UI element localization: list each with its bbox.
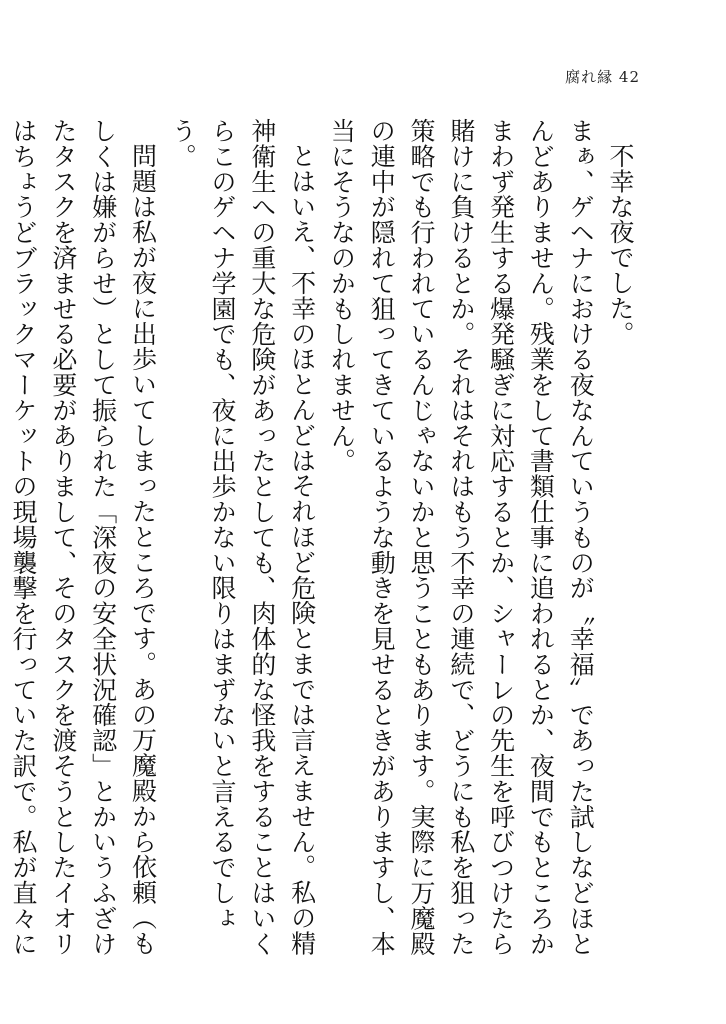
paragraph-opening-line: 不幸な夜でした。 xyxy=(606,143,635,347)
vertical-body-text xyxy=(9,118,640,978)
paragraph: とはいえ、不幸のほとんどはそれほど危険とまでは言えません。私の精神衛生への重大な危険があったとしても、肉体的な怪我をすることはいくらこのゲヘナ学園でも、夜に出歩かない限りはまずないと言えるでしょう。 xyxy=(168,118,317,957)
paragraph: 問題は私が夜に出歩いてしまったところです。あの万魔殿から依頼（もしくは嫌がらせ）として振られた「深夜の安全状況確認」とかいうふざけたタスクを済ませる必要がありまして、そのタスクを渡そうとしたイオリはちょうどブラックマーケットの現場襲撃を行っていた訳で。私が直々に xyxy=(9,118,158,957)
paragraph: まぁ、ゲヘナにおける夜なんていうものが〝幸福〟であった試しなどほとんどありません。残業をして書類仕事に追われるとか、夜間でもところかまわず発生する爆発騒ぎに対応するとか、シャーレの先生を呼びつけたら賭けに負けるとか。それはそれはもう不幸の連続で、どうにも私を狙った策略でも行われているんじゃないかと思うこともあります。実際に万魔殿の連中が隠れて狙ってきているような動きを見せるときがありますし、本当にそうなのかもしれません。 xyxy=(327,118,596,957)
running-header: 腐れ縁 42 xyxy=(565,68,640,86)
